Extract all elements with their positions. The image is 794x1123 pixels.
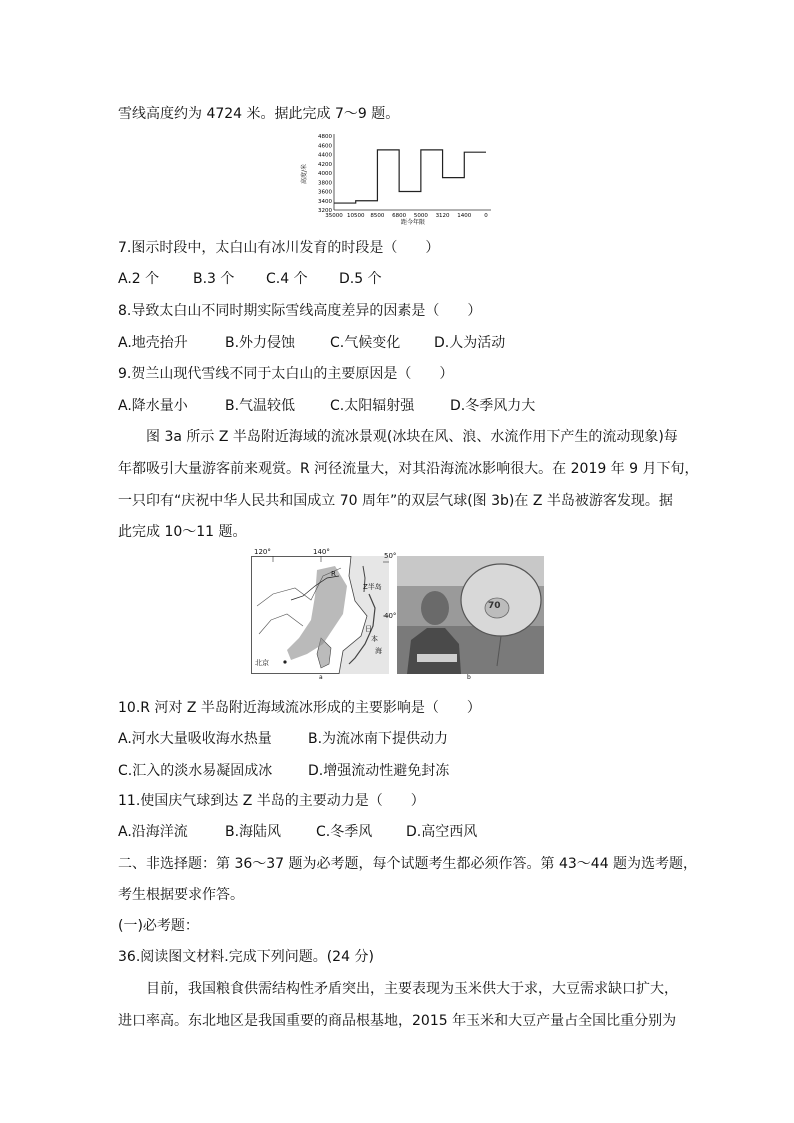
q10-option-b[interactable]: B.为流冰南下提供动力: [308, 731, 449, 747]
q9-option-d[interactable]: D.冬季风力大: [450, 398, 536, 414]
y-tick-label: 4200: [318, 161, 332, 168]
intro-text: 雪线高度约为 4724 米。据此完成 7～9 题。: [118, 106, 400, 122]
balloon-text: 70: [488, 601, 501, 611]
x-tick-label: 0: [484, 213, 488, 219]
x-tick-label: 6800: [392, 213, 407, 219]
question-10: 10.R 河对 Z 半岛附近海域流冰形成的主要影响是（ ）: [118, 700, 481, 716]
question-7-options: [118, 268, 518, 286]
photo-caption: b: [467, 674, 471, 681]
figure-3a-map: [251, 548, 397, 681]
section-2-heading-cont: 考生根据要求作答。: [118, 887, 244, 903]
map-label-ri: 日: [365, 625, 372, 633]
map-label-beijing: 北京: [255, 659, 269, 667]
map-lat-50: 50°: [384, 552, 397, 560]
x-tick-label: 3120: [435, 213, 450, 219]
question-11: 11.使国庆气球到达 Z 半岛的主要动力是（ ）: [118, 793, 425, 809]
q8-option-c[interactable]: C.气候变化: [330, 335, 401, 351]
q8-option-d[interactable]: D.人为活动: [434, 335, 506, 351]
y-tick-label: 3600: [318, 189, 332, 196]
y-tick-label: 4000: [318, 171, 332, 177]
y-tick-label: 3400: [318, 198, 332, 205]
map-lon-140: 140°: [313, 548, 330, 556]
chart-ylabel: 高度/米: [301, 163, 308, 185]
snowline-step-line: [334, 150, 486, 203]
q10-option-a[interactable]: A.河水大量吸收海水热量: [118, 731, 272, 747]
q7-option-a[interactable]: A.2 个: [118, 271, 160, 287]
q8-option-b[interactable]: B.外力侵蚀: [225, 335, 296, 351]
question-8-options: [118, 332, 568, 350]
x-tick-label: 35000: [325, 213, 343, 219]
y-tick-label: 4600: [318, 143, 332, 150]
q8-option-a[interactable]: A.地壳抬升: [118, 335, 188, 351]
q7-option-b[interactable]: B.3 个: [193, 271, 235, 287]
q9-option-b[interactable]: B.气温较低: [225, 398, 296, 414]
required-questions-label: (一)必考题：: [118, 918, 199, 934]
chart-xlabel: 距今年限: [400, 219, 426, 226]
passage-line-3: 一只印有“庆祝中华人民共和国成立 70 周年”的双层气球(图 3b)在 Z 半岛被游客发现。据: [118, 493, 673, 509]
map-caption: a: [319, 674, 323, 681]
x-tick-label: 5000: [413, 213, 428, 219]
x-tick-label: 10500: [346, 213, 365, 219]
question-10-options-row2: [118, 760, 568, 778]
map-label-ben: 本: [371, 635, 378, 643]
passage-line-2: 年都吸引大量游客前来观赏。R 河径流量大，对其沿海流冰影响很大。在 2019 年 9 月下旬，: [118, 461, 699, 477]
passage-line-1: 图 3a 所示 Z 半岛附近海域的流冰景观(冰块在风、浪、水流作用下产生的流动现象)每: [146, 429, 678, 445]
map-label-hai: 海: [375, 647, 382, 655]
y-tick-label: 3800: [318, 180, 332, 187]
map-lon-120: 120°: [254, 548, 271, 556]
q10-option-c[interactable]: C.汇入的淡水易凝固成冰: [118, 763, 273, 779]
question-10-options-row1: [118, 728, 568, 746]
q9-option-a[interactable]: A.降水量小: [118, 398, 188, 414]
q11-option-a[interactable]: A.沿海洋流: [118, 824, 188, 840]
q11-option-c[interactable]: C.冬季风: [316, 824, 373, 840]
map-label-z-peninsula: Z半岛: [363, 583, 382, 591]
q10-option-d[interactable]: D.增强流动性避免封冻: [308, 763, 450, 779]
figure-3b-photo: [397, 556, 544, 681]
y-tick-label: 3200: [318, 208, 332, 214]
passage-line-4: 此完成 10～11 题。: [118, 524, 247, 540]
x-tick-label: 1400: [457, 213, 472, 219]
q11-option-d[interactable]: D.高空西风: [406, 824, 478, 840]
y-tick-label: 4800: [318, 134, 332, 140]
section-2-heading: 二、非选择题：第 36～37 题为必考题，每个试题考生都必须作答。第 43～44 题为选考题，: [118, 856, 698, 872]
question-8: 8.导致太白山不同时期实际雪线高度差异的因素是（ ）: [118, 303, 482, 319]
q7-option-c[interactable]: C.4 个: [266, 271, 308, 287]
question-7: 7.图示时段中，太白山有冰川发育的时段是（ ）: [118, 240, 440, 256]
material-line-2: 进口率高。东北地区是我国重要的商品根基地，2015 年玉米和大豆产量占全国比重分别为: [118, 1013, 677, 1029]
y-tick-label: 4400: [318, 152, 332, 159]
x-tick-label: 8500: [370, 213, 385, 219]
q9-option-c[interactable]: C.太阳辐射强: [330, 398, 415, 414]
question-9: 9.贺兰山现代雪线不同于太白山的主要原因是（ ）: [118, 366, 454, 382]
q11-option-b[interactable]: B.海陆风: [225, 824, 282, 840]
question-9-options: [118, 395, 568, 413]
snowline-chart: [296, 128, 496, 226]
q7-option-d[interactable]: D.5 个: [339, 271, 382, 287]
material-line-1: 目前，我国粮食供需结构性矛盾突出，主要表现为玉米供大于求，大豆需求缺口扩大，: [146, 981, 678, 997]
map-lat-40: 40°: [384, 612, 397, 620]
question-36: 36.阅读图文材料.完成下列问题。(24 分): [118, 949, 374, 965]
question-11-options: [118, 821, 568, 839]
map-label-r: R: [331, 570, 336, 578]
